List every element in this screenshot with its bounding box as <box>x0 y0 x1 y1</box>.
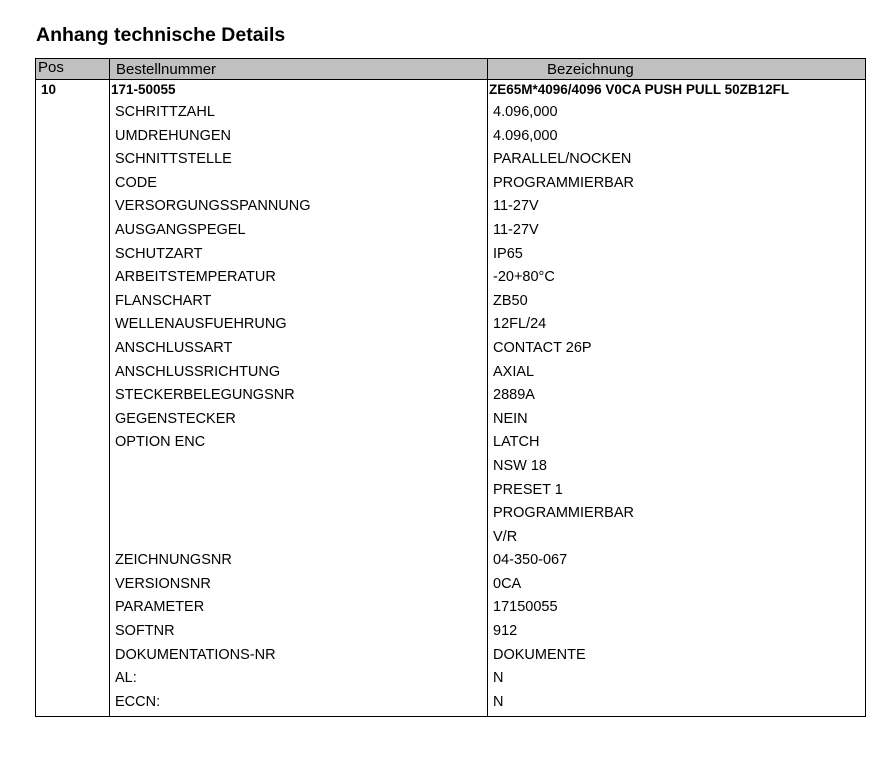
spec-value: PARALLEL/NOCKEN <box>493 151 632 168</box>
spec-name: FLANSCHART <box>115 292 212 309</box>
spec-name: CODE <box>115 174 157 191</box>
table-row <box>36 551 865 575</box>
table-row <box>36 693 865 717</box>
table-row <box>36 410 865 434</box>
table-row <box>36 221 865 245</box>
table-row <box>36 268 865 292</box>
spec-name: ARBEITSTEMPERATUR <box>115 269 276 286</box>
table-header <box>36 59 865 80</box>
spec-value: 4.096,000 <box>493 127 558 144</box>
table-row <box>36 598 865 622</box>
spec-name: WELLENAUSFUEHRUNG <box>115 316 287 333</box>
table-row <box>36 646 865 670</box>
table-row <box>36 386 865 410</box>
header-pos: Pos <box>38 59 64 76</box>
item-bezeichnung: ZE65M*4096/4096 V0CA PUSH PULL 50ZB12FL <box>489 82 790 97</box>
spec-name: STECKERBELEGUNGSNR <box>115 387 295 404</box>
spec-value: N <box>493 670 504 687</box>
spec-value: 17150055 <box>493 599 558 616</box>
spec-name: ANSCHLUSSART <box>115 339 233 356</box>
table-row <box>36 174 865 198</box>
spec-value: AXIAL <box>493 363 535 380</box>
table-row <box>36 575 865 599</box>
spec-name: UMDREHUNGEN <box>115 127 231 144</box>
table-row <box>36 339 865 363</box>
table-row <box>36 481 865 505</box>
spec-value: PRESET 1 <box>493 481 563 498</box>
table-row <box>36 150 865 174</box>
table-row <box>36 504 865 528</box>
spec-rows <box>36 103 865 716</box>
spec-name: SCHUTZART <box>115 245 203 262</box>
spec-value: 4.096,000 <box>493 104 558 120</box>
page-title: Anhang technische Details <box>36 24 286 46</box>
spec-value: 12FL/24 <box>493 316 547 333</box>
spec-value: -20+80°C <box>493 269 555 286</box>
spec-value: CONTACT 26P <box>493 339 592 356</box>
spec-name: SOFTNR <box>115 623 175 640</box>
spec-value: LATCH <box>493 434 540 451</box>
spec-value: V/R <box>493 528 518 545</box>
details-table <box>35 58 866 717</box>
spec-name: DOKUMENTATIONS-NR <box>115 646 276 663</box>
spec-name: VERSIONSNR <box>115 575 211 592</box>
table-row <box>36 669 865 693</box>
spec-name: ANSCHLUSSRICHTUNG <box>115 363 281 380</box>
table-row <box>36 315 865 339</box>
item-bestellnummer: 171-50055 <box>111 82 176 97</box>
table-row <box>36 363 865 387</box>
table-row <box>36 528 865 552</box>
spec-name: VERSORGUNGSSPANNUNG <box>115 198 311 215</box>
table-row <box>36 622 865 646</box>
spec-name: AL: <box>115 670 137 687</box>
spec-value: 04-350-067 <box>493 552 568 569</box>
header-bezeichnung: Bezeichnung <box>547 61 634 78</box>
spec-value: 0CA <box>493 575 522 592</box>
table-row <box>36 292 865 316</box>
table-row <box>36 245 865 269</box>
spec-value: IP65 <box>493 245 523 262</box>
spec-name: AUSGANGSPEGEL <box>115 221 246 238</box>
spec-name: PARAMETER <box>115 599 205 616</box>
spec-value: ZB50 <box>493 292 528 309</box>
table-row <box>36 103 865 127</box>
spec-value: N <box>493 693 504 710</box>
item-pos: 10 <box>41 82 57 97</box>
spec-value: DOKUMENTE <box>493 646 586 663</box>
spec-value: 2889A <box>493 387 535 404</box>
spec-value: 11-27V <box>493 221 539 238</box>
spec-name: ECCN: <box>115 693 161 710</box>
table-row <box>36 457 865 481</box>
spec-name: GEGENSTECKER <box>115 410 236 427</box>
spec-value: NEIN <box>493 410 528 427</box>
spec-name: OPTION ENC <box>115 434 206 451</box>
spec-name: SCHNITTSTELLE <box>115 151 232 168</box>
table-row <box>36 433 865 457</box>
table-row <box>36 197 865 221</box>
item-row <box>36 81 865 99</box>
spec-value: 912 <box>493 623 518 640</box>
spec-value: 11-27V <box>493 198 539 215</box>
spec-name: SCHRITTZAHL <box>115 104 215 120</box>
table-row <box>36 127 865 151</box>
spec-value: NSW 18 <box>493 457 547 474</box>
spec-name: ZEICHNUNGSNR <box>115 552 232 569</box>
spec-value: PROGRAMMIERBAR <box>493 174 634 191</box>
spec-value: PROGRAMMIERBAR <box>493 505 634 522</box>
header-bestellnummer: Bestellnummer <box>116 61 217 78</box>
